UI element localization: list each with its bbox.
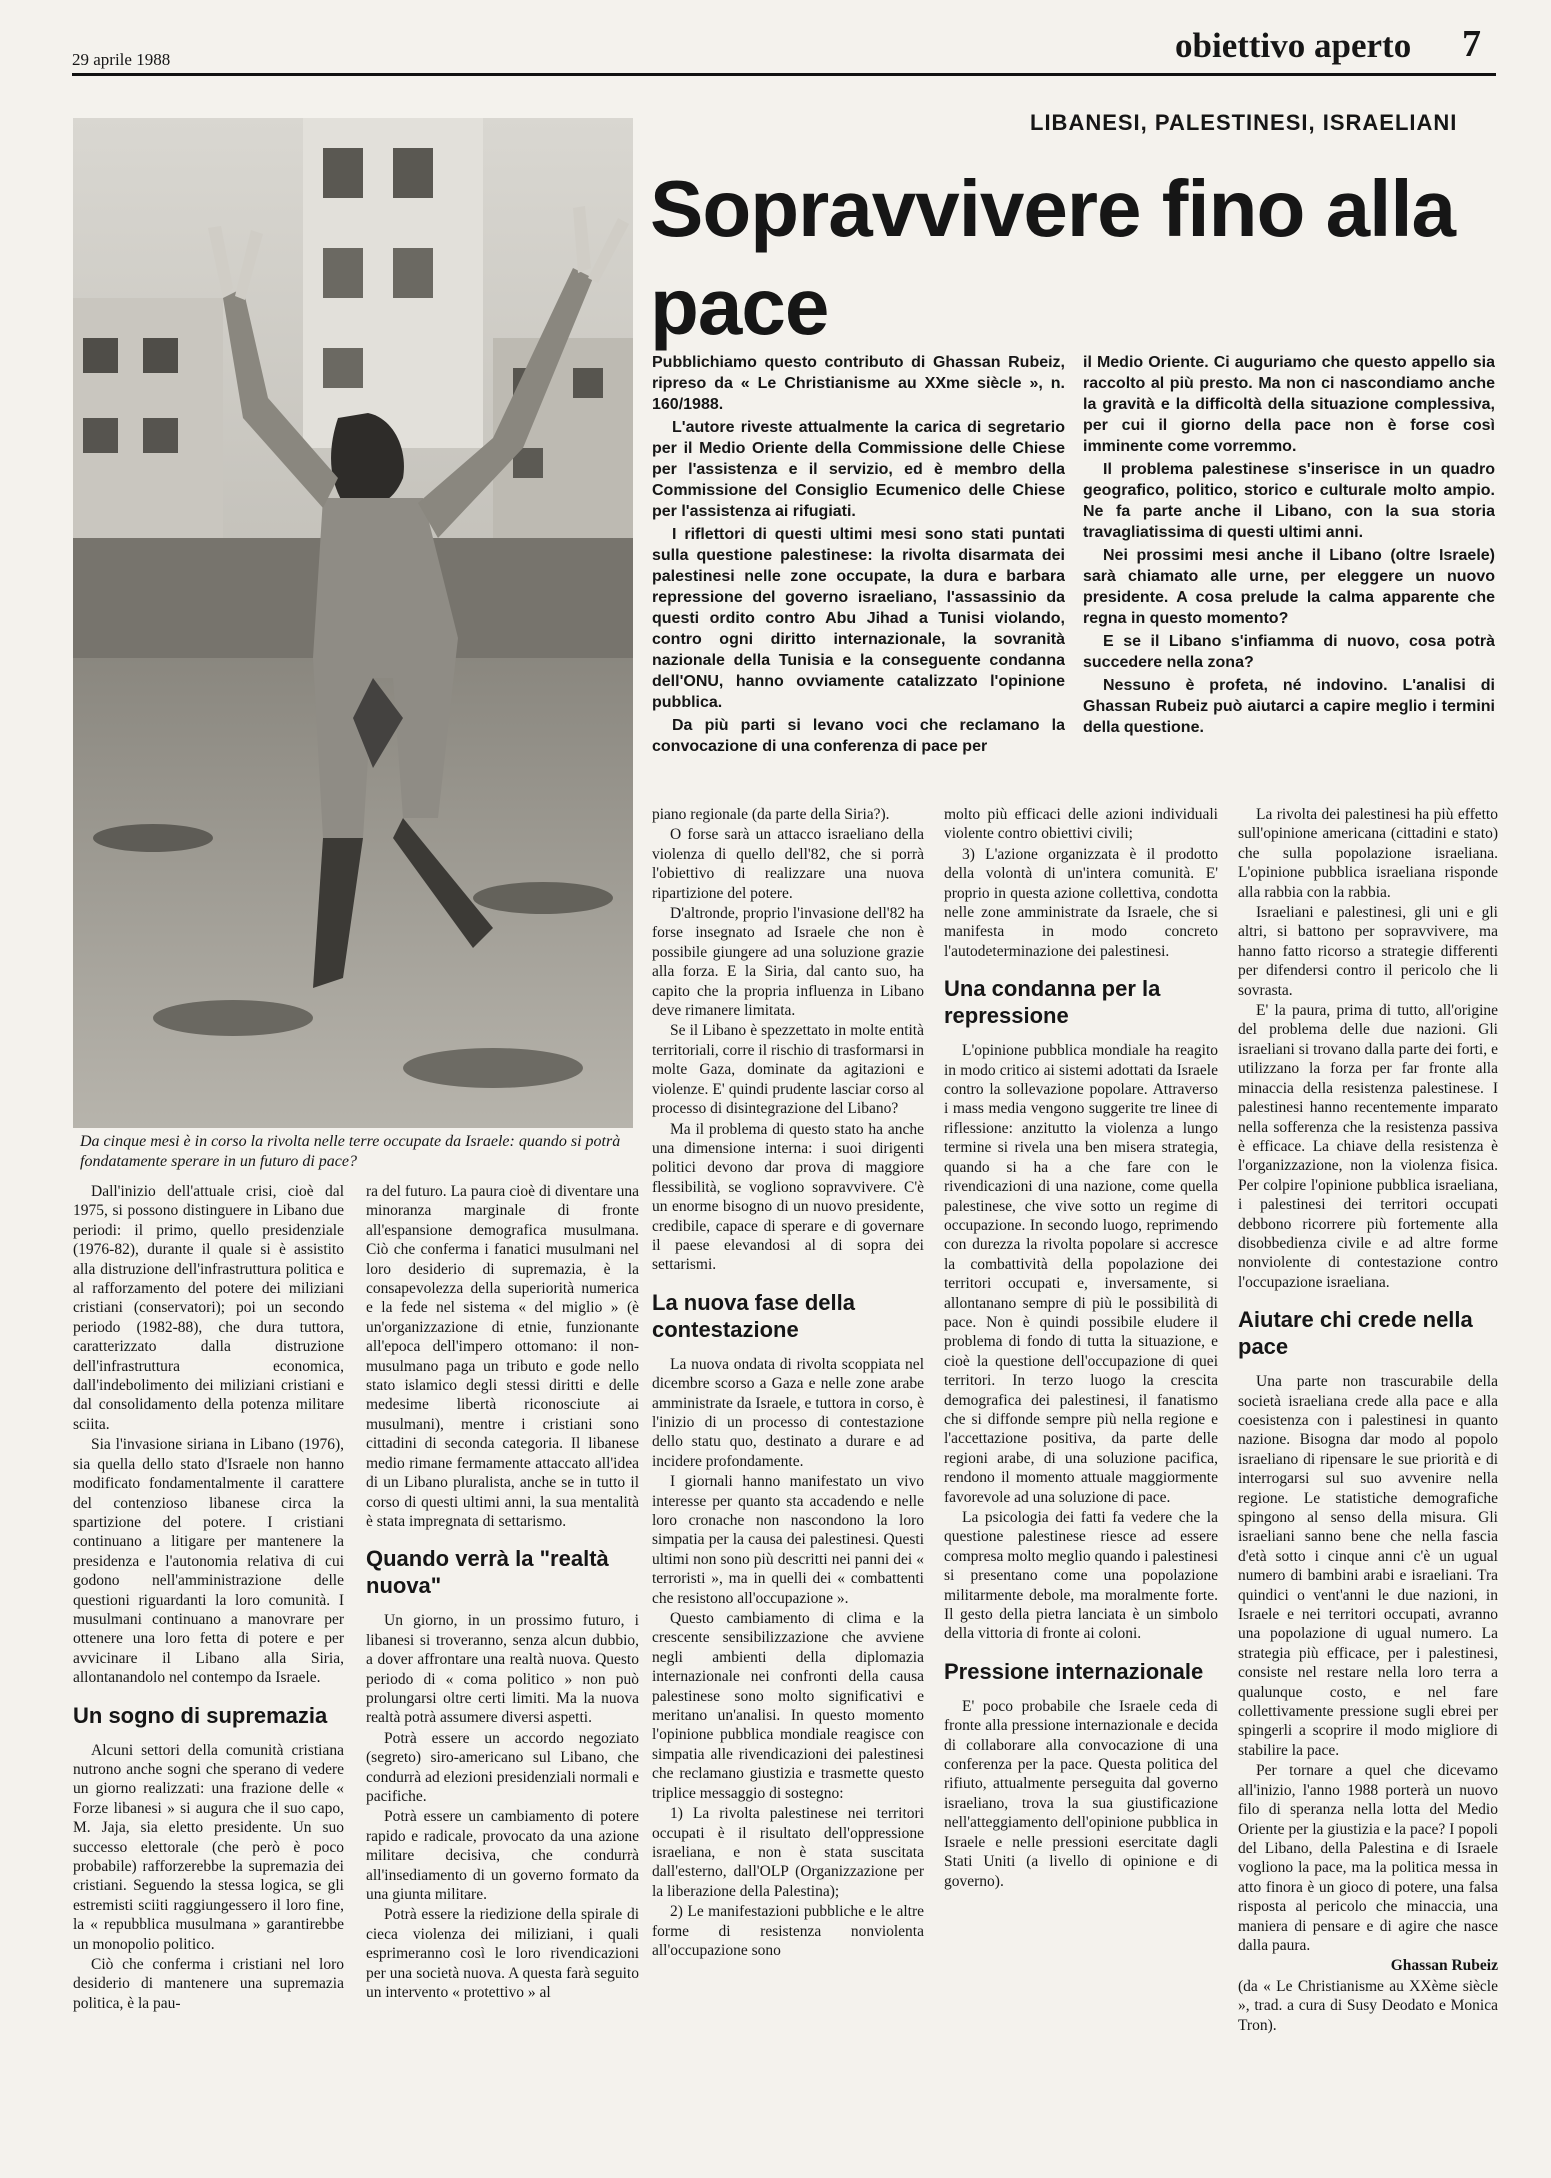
photo-caption: Da cinque mesi è in corso la rivolta nelle terre occupate da Israele: quando si potrà fondatamente sperare in un futuro di pace? [80, 1133, 621, 1170]
intro-paragraph: L'autore riveste attualmente la carica di segretario per il Medio Oriente della Commissione delle Chiese per l'assistenza e il servizio, ed è membro della Commissione del Consiglio Ecumenico delle Chiese per l'assistenza ai rifugiati. [652, 419, 1065, 520]
intro-paragraph: Da più parti si levano voci che reclamano la convocazione di una conferenza di pace per [652, 717, 1065, 755]
body-paragraph: E' la paura, prima di tutto, all'origine del problema delle due nazioni. Gli israeliani si trovano dalla parte dei forti, e utilizzano la forza per far fronte alla minaccia della resistenza palestinese. I palestinesi hanno recentemente imparato nella sofferenza che la resistenza passiva è efficace. La chiave della resistenza è l'organizzazione, non la violenza fisica. Per colpire l'opinione pubblica israeliana, i palestinesi dei territori occupati debbono ricorrere più fortemente alla disobbedienza civile e ad altre forme nonviolente di contestazione contro l'occupazione israeliana. [1238, 1002, 1498, 1291]
body-paragraph: D'altronde, proprio l'invasione dell'82 ha forse insegnato ad Israele che non è possibile giungere ad una soluzione grazie alla forza. E la Siria, dal canto suo, ha capito che la propria influenza in Libano deve rimanere limitata. [652, 905, 924, 1020]
body-paragraph: piano regionale (da parte della Siria?). [652, 806, 890, 823]
body-paragraph: 3) L'azione organizzata è il prodotto della volontà di un'intera comunità. E' proprio in questa azione collettiva, condotta nelle zone amministrate da Israele, che si manifesta in modo concreto l'autodeterminazione dei palestinesi. [944, 845, 1218, 960]
body-paragraph: Questo cambiamento di clima e la crescente sensibilizzazione che avviene negli ambienti della diplomazia internazionale nei confronti della causa palestinese sono molto significativi e meritano un'analisi. In questo momento l'opinione pubblica mondiale reagisce con simpatia alle rivendicazioni dei palestinesi che reclamano giustizia e trasmette questo triplice messaggio di sostegno: [652, 1610, 924, 1802]
body-paragraph: La nuova ondata di rivolta scoppiata nel dicembre scorso a Gaza e nelle zone arabe amministrate da Israele, e tuttora in corso, è l'inizio di un processo di contestazione dello statu quo, destinato a durare e ad incidere profondamente. [652, 1355, 924, 1470]
body-paragraph: 2) Le manifestazioni pubbliche e le altre forme di resistenza nonviolenta all'occupazione sono [652, 1903, 924, 1959]
subheading: Un sogno di supremazia [73, 1702, 328, 1728]
body-column-4 [944, 805, 1218, 2110]
body-paragraph: E' poco probabile che Israele ceda di fronte alla pressione internazionale e decida di collaborare alla convocazione di una conferenza per la pace. Questa politica del rifiuto, attualmente perseguita dal governo israeliano, trova la sua giustificazione nell'atteggiamento dell'opinione pubblica in Israele e nelle pressioni esercitate dagli Stati Uniti (a livello di opinione e di governo). [944, 1697, 1218, 1890]
news-photo [73, 118, 633, 1128]
body-column-2 [366, 1182, 639, 2112]
body-paragraph: Potrà essere la riedizione della spirale di cieca violenza dei miliziani, i quali esprimeranno così le loro rivendicazioni per una società nuova. A questa farà seguito un intervento « protettivo » al [366, 1906, 639, 2002]
body-paragraph: Una parte non trascurabile della società israeliana crede alla pace e alla coesistenza con i palestinesi in quanto nazione. Bisogna dar modo al popolo israeliano di ripensare le sue priorità e di interrogarsi sul suo avvenire nella regione. Le statistiche demografiche spingono al senso della misura. Gli israeliani sanno bene che nella fascia d'età sotto i cinque anni c'è un ugual numero di bambini arabi e israeliani. Tra quindici o vent'anni le due nazioni, in Israele e nei territori occupati, avranno una popolazione di ugual numero. La strategia più efficace, per i palestinesi, consiste nel restare nella loro terra a qualunque costo, e nel fare collettivamente pressione sugli ebrei per spingerli a scoprire il modo migliore di stabilire la pace. [1238, 1373, 1498, 1759]
masthead-rule [72, 73, 1496, 76]
intro-paragraph: Pubblichiamo questo contributo di Ghassan Rubeiz, ripreso da « Le Christianisme au XXme siècle », n. 160/1988. [652, 354, 1065, 413]
body-paragraph: molto più efficaci delle azioni individuali violente contro obiettivi civili; [944, 806, 1218, 843]
subheading: Quando verrà la "realtà nuova" [366, 1546, 609, 1599]
protester-photo-illustration [73, 118, 633, 1128]
intro-paragraph: Nei prossimi mesi anche il Libano (oltre Israele) sarà chiamato alle urne, per eleggere un nuovo presidente. A cosa prelude la calma apparente che regna in questo momento? [1083, 547, 1495, 627]
body-paragraph: Ma il problema di questo stato ha anche una dimensione interna: i suoi dirigenti politici devono dar prova di maggiore flessibilità, se vogliono sopravvivere. C'è un enorme bisogno di un nuovo presidente, credibile, capace di sperare e di governare il paese elevandosi al di sopra dei settarismi. [652, 1120, 924, 1274]
article-kicker: LIBANESI, PALESTINESI, ISRAELIANI [1030, 110, 1458, 135]
body-column-3 [652, 805, 924, 2110]
body-paragraph: Potrà essere un accordo negoziato (segreto) siro-americano sul Libano, che condurrà ad elezioni presidenziali normali e pacifiche. [366, 1729, 639, 1805]
intro-paragraph: I riflettori di questi ultimi mesi sono stati puntati sulla questione palestinese: la rivolta disarmata dei palestinesi nelle zone occupate, la dura e barbara repressione del governo israeliano, l'assassinio da questi ordito contro Abu Jihad a Tunisi violando, contro ogni diritto internazionale, la sovranità nazionale della Tunisia e la conseguente condanna dell'ONU, hanno ovviamente catalizzato l'opinione pubblica. [652, 526, 1065, 711]
body-paragraph: ra del futuro. La paura cioè di diventare una minoranza marginale di fronte all'espansione demografica musulmana. Ciò che conferma i fanatici musulmani nel loro desiderio di supremazia, è la consapevolezza della superiorità numerica e la fede nel sistema « del miglio » (è un'organizzazione di etnie, funzionante all'epoca dell'impero ottomano: il non-musulmano paga un tributo e gode nello stato islamico degli stessi diritti e delle medesime libertà riconosciute ai musulmani), mentre i cristiani sono cittadini di seconda categoria. Il libanese medio rimane fermamente attaccato all'idea di un Libano pluralista, anche se in tutto il corso di questi ultimi anni, la sua mentalità è stata impregnata di settarismo. [366, 1183, 639, 1530]
body-paragraph: Per tornare a quel che dicevamo all'inizio, l'anno 1988 porterà un nuovo filo di speranza nella lotta del Medio Oriente per la giustizia e la pace? I popoli del Libano, della Palestina e di Israele vogliono la pace, ma la politica messa in atto finora è un gioco di potere, una falsa risposta al pericolo che minaccia, una maniera di pensare e di agire che nasce dalla paura. [1238, 1762, 1498, 1954]
section-title: obiettivo aperto [1175, 26, 1412, 65]
subheading: Aiutare chi crede nella pace [1238, 1307, 1473, 1360]
intro-right-column [1083, 352, 1495, 772]
body-paragraph: Un giorno, in un prossimo futuro, i libanesi si troveranno, senza alcun dubbio, a dover affrontare una realtà nuova. Questo periodo di « coma politico » non può prolungarsi oltre certi limiti. Ma la nuova realtà potrà assumere diversi aspetti. [366, 1612, 639, 1727]
body-paragraph: 1) La rivolta palestinese nei territori occupati è il risultato dell'oppressione israeliana, e non è stata suscitata dall'esterno, dall'OLP (Organizzazione per la liberazione della Palestina); [652, 1805, 924, 1900]
subheading: La nuova fase della contestazione [652, 1289, 855, 1342]
body-column-1 [73, 1182, 344, 2112]
intro-left-column [652, 352, 1065, 772]
body-paragraph: Alcuni settori della comunità cristiana nutrono anche sogni che sperano di vedere un giorno realizzati: una frazione delle « Forze libanesi » si augura che il suo capo, M. Jaja, sia eletto presidente. Un suo successo elettorale (che però è poco probabile) rafforzerebbe la supremazia dei cristiani. Seguendo la stessa logica, se gli estremisti sciiti raggiungessero il loro fine, la « repubblica musulmana » garantirebbe un monopolio politico. [73, 1741, 344, 1953]
subheading: Pressione internazionale [944, 1658, 1204, 1684]
body-paragraph: Se il Libano è spezzettato in molte entità territoriali, corre il rischio di trasformarsi in molte Gaza, dominate da agitazioni e violenze. E' quindi prudente lasciar corso al processo di disintegrazione del Libano? [652, 1022, 924, 1118]
issue-date: 29 aprile 1988 [72, 50, 171, 69]
intro-paragraph: Nessuno è profeta, né indovino. L'analisi di Ghassan Rubeiz può aiutarci a capire meglio i termini della questione. [1083, 677, 1495, 736]
body-paragraph: Dall'inizio dell'attuale crisi, cioè dal 1975, si possono distinguere in Libano due periodi: il primo, quello presidenziale (1976-82), durante il quale si è assistito alla distruzione dell'infrastruttura politica e al rafforzamento del potere dei miliziani cristiani (conservatori); poi un secondo periodo (1982-88), che dura tuttora, caratterizzato dalla distruzione dell'infrastruttura economica, dall'indebolimento dei miliziani cristiani e dal consolidamento della potenza militare sciita. [73, 1183, 344, 1433]
body-paragraph: Sia l'invasione siriana in Libano (1976), sia quella dello stato d'Israele non hanno modificato fondamentalmente il carattere del contenzioso libanese circa la spartizione del potere. I cristiani continuano a litigare per mantenere la presidenza e l'autonomia relativa di cui godono nell'amministrazione delle questioni riguardanti la loro comunità. I musulmani continuano a manovrare per ottenere una loro fetta di potere e per avvicinare il Libano alla Siria, allontanandolo nel contempo da Israele. [73, 1436, 344, 1687]
body-column-5 [1238, 805, 1498, 2110]
author-signature: Ghassan Rubeiz [1390, 1957, 1498, 1975]
intro-paragraph: il Medio Oriente. Ci auguriamo che questo appello sia raccolto al più presto. Ma non ci nascondiamo anche la gravità e la difficoltà della situazione complessiva, per cui il giorno della pace non è forse così imminente come vorremmo. [1083, 354, 1495, 455]
body-paragraph: O forse sarà un attacco israeliano della violenza di quello dell'82, che si porrà l'obiettivo di realizzare una nuova ripartizione del potere. [652, 826, 924, 902]
body-paragraph: La psicologia dei fatti fa vedere che la questione palestinese riesce ad essere compresa molto meglio quando i palestinesi si presentano come una popolazione militarmente debole, ma moralmente forte. Il gesto della pietra lanciata è un simbolo della vittoria di fronte ai coloni. [944, 1509, 1218, 1643]
article-headline: Sopravvivere fino alla pace [650, 164, 1456, 351]
body-paragraph: Ciò che conferma i cristiani nel loro desiderio di mantenere una supremazia politica, è la pau- [73, 1956, 344, 2012]
intro-paragraph: E se il Libano s'infiamma di nuovo, cosa potrà succedere nella zona? [1083, 633, 1495, 671]
source-note: (da « Le Christianisme au XXème siècle », trad. a cura di Susy Deodato e Monica Tron). [1238, 1977, 1498, 2034]
body-paragraph: I giornali hanno manifestato un vivo interesse per quanto sta accadendo e nelle loro cronache non nascondono la loro simpatia per la causa dei palestinesi. Questi ultimi non sono più descritti nei panni dei « terroristi », ma in quelli dei « combattenti che resistono all'occupazione ». [652, 1473, 924, 1607]
page-number: 7 [1462, 23, 1481, 65]
body-paragraph: Potrà essere un cambiamento di potere rapido e radicale, provocato da una azione militare decisiva, che condurrà all'insediamento di un governo formato da una giunta militare. [366, 1808, 639, 1903]
subheading: Una condanna per la repressione [944, 976, 1161, 1029]
body-paragraph: La rivolta dei palestinesi ha più effetto sull'opinione americana (cittadini e stato) che sulla popolazione israeliana. L'opinione pubblica israeliana risponde alla rabbia con la rabbia. [1238, 806, 1498, 901]
body-paragraph: Israeliani e palestinesi, gli uni e gli altri, si battono per sopravvivere, ma hanno fatto ricorso a strategie differenti per difendersi contro il pericolo che li sovrasta. [1238, 904, 1498, 999]
body-paragraph: L'opinione pubblica mondiale ha reagito in modo critico ai sistemi adottati da Israele contro la sollevazione popolare. Attraverso i mass media vengono suggerite tre linee di riflessione: anzitutto la violenza a lungo termine si rivela una ben misera strategia, quando si ha a che fare con le rivendicazioni di una nazione, come quella palestinese, che vive sotto un regime di occupazione. In secondo luogo, reprimendo con durezza la rivolta popolare si accresce la combattività della popolazione dei territori occupati e, inversamente, si allontanano sempre di più le possibilità di pace. Non è quindi possibile eludere il problema di fondo di tutta la situazione, e cioè la questione dell'occupazione di quei territori. In terzo luogo la crescita demografica dei palestinesi, il fanatismo che si diffonde sempre più nella regione e l'accettazione positiva, da parte delle regioni arabe, di una soluzione pacifica, rendono il momento attuale maggiormente favorevole ad una soluzione di pace. [944, 1042, 1218, 1506]
intro-paragraph: Il problema palestinese s'inserisce in un quadro geografico, politico, storico e culturale molto ampio. Ne fa parte anche il Libano, con la sua storia travagliatissima di questi ultimi anni. [1083, 461, 1495, 541]
